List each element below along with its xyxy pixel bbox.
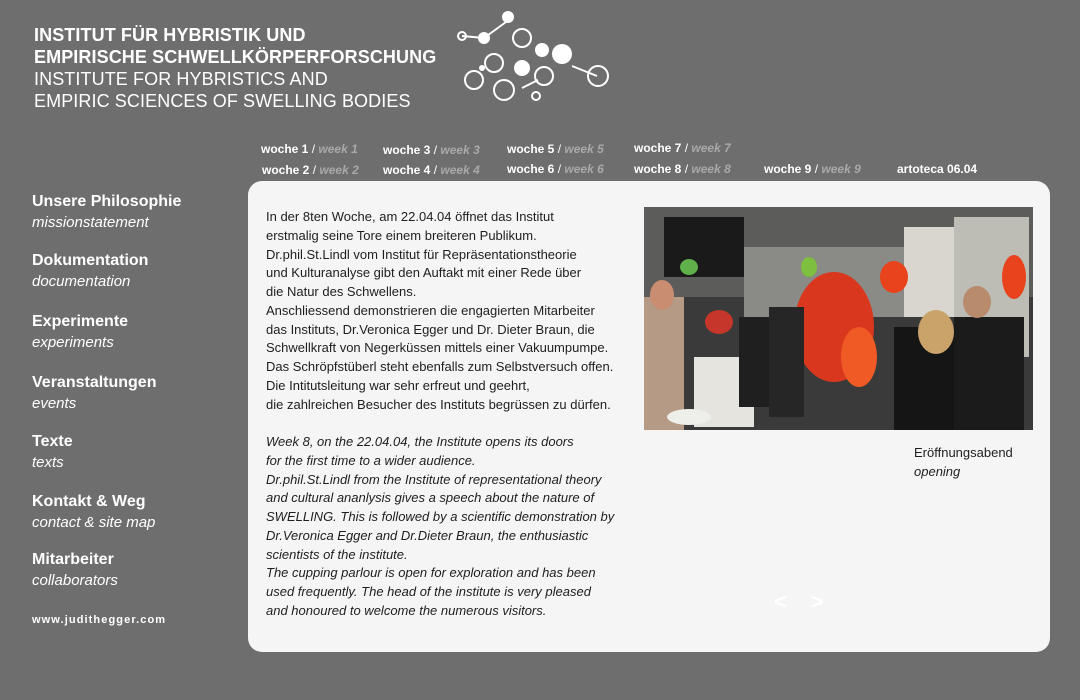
text-line: Schwellkraft von Negerküssen mittels einer Vakuumpumpe. xyxy=(266,340,609,356)
nav-label-en: contact & site map xyxy=(32,514,156,531)
text-line: Dr.Veronica Egger and Dr.Dieter Braun, the enthusiastic xyxy=(266,527,589,543)
nav-item-kontakt[interactable] xyxy=(32,492,155,534)
text-line: and cultural ananlysis gives a speech about the nature of xyxy=(266,490,595,506)
text-line: scientists of the institute. xyxy=(266,546,408,562)
week-link-6[interactable] xyxy=(507,162,604,176)
text-line: SWELLING. This is followed by a scientific demonstration by xyxy=(266,509,615,524)
week-label-en: week 3 xyxy=(440,143,480,157)
text-line: In der 8ten Woche, am 22.04.04 öffnet das Institut xyxy=(266,209,554,224)
text-line: Das Schröpfstüberl steht ebenfalls zum Selbstversuch offen. xyxy=(266,359,614,374)
nav-item-experimente[interactable] xyxy=(32,312,128,354)
nav-label-de: Veranstaltungen xyxy=(32,374,157,391)
nav-label-en: experiments xyxy=(32,334,114,351)
site-header xyxy=(34,24,436,112)
nav-label-de: Unsere Philosophie xyxy=(32,193,182,210)
text-line: Anschliessend demonstrieren die engagierten Mitarbeiter xyxy=(266,302,595,318)
event-photo xyxy=(644,207,1033,430)
nav-label-de: Experimente xyxy=(32,313,129,330)
nav-item-philosophie[interactable] xyxy=(32,192,181,234)
week-link-7[interactable] xyxy=(634,141,731,155)
nav-label-de: Kontakt & Weg xyxy=(32,493,146,510)
article-text-en xyxy=(266,433,638,621)
text-line: Die Intitutsleitung war sehr erfreut und geehrt, xyxy=(266,377,530,393)
text-line: die Natur des Schwellens. xyxy=(266,284,417,299)
week-separator: / xyxy=(684,162,689,176)
photo-pager xyxy=(774,589,842,615)
week-label-en: week 6 xyxy=(564,162,604,176)
week-link-1[interactable] xyxy=(261,142,358,156)
week-separator: / xyxy=(311,142,316,156)
week-link-4[interactable] xyxy=(383,163,480,177)
week-label-en: week 8 xyxy=(691,162,731,176)
week-label-en: week 9 xyxy=(821,162,861,176)
text-line: das Instituts, Dr.Veronica Egger und Dr. Dieter Braun, die xyxy=(266,321,595,337)
content-panel xyxy=(248,181,1050,652)
week-separator: / xyxy=(814,162,819,176)
nav-label-en: events xyxy=(32,395,77,412)
week-label-en: week 5 xyxy=(564,142,604,156)
week-label-de: woche 9 xyxy=(764,162,812,176)
week-link-3[interactable] xyxy=(383,143,480,157)
week-separator: / xyxy=(557,162,562,176)
nav-label-en: texts xyxy=(32,454,64,471)
week-separator: / xyxy=(684,141,689,155)
nav-label-de: Dokumentation xyxy=(32,252,149,269)
text-line: used frequently. The head of the institute is very pleased xyxy=(266,584,591,599)
week-label-de: woche 6 xyxy=(507,162,555,176)
nav-label-en: collaborators xyxy=(32,572,118,589)
opening-photo-illustration xyxy=(644,207,1033,430)
week-label-en: week 2 xyxy=(319,163,359,177)
article-text-de xyxy=(266,208,638,414)
title-en-line-2: EMPIRIC SCIENCES OF SWELLING BODIES xyxy=(34,91,411,111)
nav-item-dokumentation[interactable] xyxy=(32,251,148,293)
nav-item-veranstaltungen[interactable] xyxy=(32,373,156,415)
caption-en: opening xyxy=(914,464,961,479)
week-label-de: woche 5 xyxy=(507,142,555,156)
week-label-en: week 4 xyxy=(440,163,480,177)
week-label-en: week 7 xyxy=(691,141,731,155)
week-link-2[interactable] xyxy=(262,163,359,177)
nav-label-en: documentation xyxy=(32,273,131,290)
week-label-de: woche 7 xyxy=(634,141,682,155)
week-link-8[interactable] xyxy=(634,162,731,176)
molecule-logo-icon[interactable] xyxy=(452,8,617,108)
title-en-line-1: INSTITUTE FOR HYBRISTICS AND xyxy=(34,69,328,89)
week-label-en: week 1 xyxy=(318,142,358,156)
prev-arrow-icon[interactable]: < xyxy=(774,589,787,614)
text-line: The cupping parlour is open for exploration and has been xyxy=(266,565,596,581)
nav-item-mitarbeiter[interactable] xyxy=(32,550,118,592)
week-label-de: woche 1 xyxy=(261,142,309,156)
week-separator: / xyxy=(312,163,317,177)
text-line: erstmalig seine Tore einem breiteren Publikum. xyxy=(266,227,537,243)
nav-label-en: missionstatement xyxy=(32,214,149,231)
week-label-de: woche 8 xyxy=(634,162,682,176)
artoteca-link[interactable]: artoteca 06.04 xyxy=(897,162,978,176)
text-line: die zahlreichen Besucher des Instituts begrüssen zu dürfen. xyxy=(266,396,611,412)
text-line: Dr.phil.St.Lindl from the Institute of representational theory xyxy=(266,471,602,487)
week-separator: / xyxy=(433,163,438,177)
nav-label-de: Texte xyxy=(32,433,73,450)
text-line: und Kulturanalyse gibt den Auftakt mit einer Rede über xyxy=(266,265,582,281)
week-link-9[interactable] xyxy=(764,162,861,176)
text-line: Week 8, on the 22.04.04, the Institute opens its doors xyxy=(266,434,574,449)
nav-item-texte[interactable] xyxy=(32,432,73,474)
text-line: Dr.phil.St.Lindl vom Institut für Repräsentationstheorie xyxy=(266,246,577,262)
week-link-5[interactable] xyxy=(507,142,604,156)
website-link[interactable]: www.judithegger.com xyxy=(32,614,167,626)
caption-de: Eröffnungsabend xyxy=(914,445,1013,460)
week-label-de: woche 3 xyxy=(383,143,431,157)
nav-label-de: Mitarbeiter xyxy=(32,551,114,568)
photo-caption xyxy=(914,443,1013,481)
week-label-de: woche 4 xyxy=(383,163,431,177)
title-de-line-2: EMPIRISCHE SCHWELLKÖRPERFORSCHUNG xyxy=(34,47,437,67)
next-arrow-icon[interactable]: > xyxy=(810,589,824,614)
week-label-de: woche 2 xyxy=(262,163,310,177)
text-line: for the first time to a wider audience. xyxy=(266,452,476,468)
title-de-line-1: INSTITUT FÜR HYBRISTIK UND xyxy=(34,25,306,45)
week-separator: / xyxy=(557,142,562,156)
week-separator: / xyxy=(433,143,438,157)
text-line: and honoured to welcome the numerous visitors. xyxy=(266,602,547,618)
